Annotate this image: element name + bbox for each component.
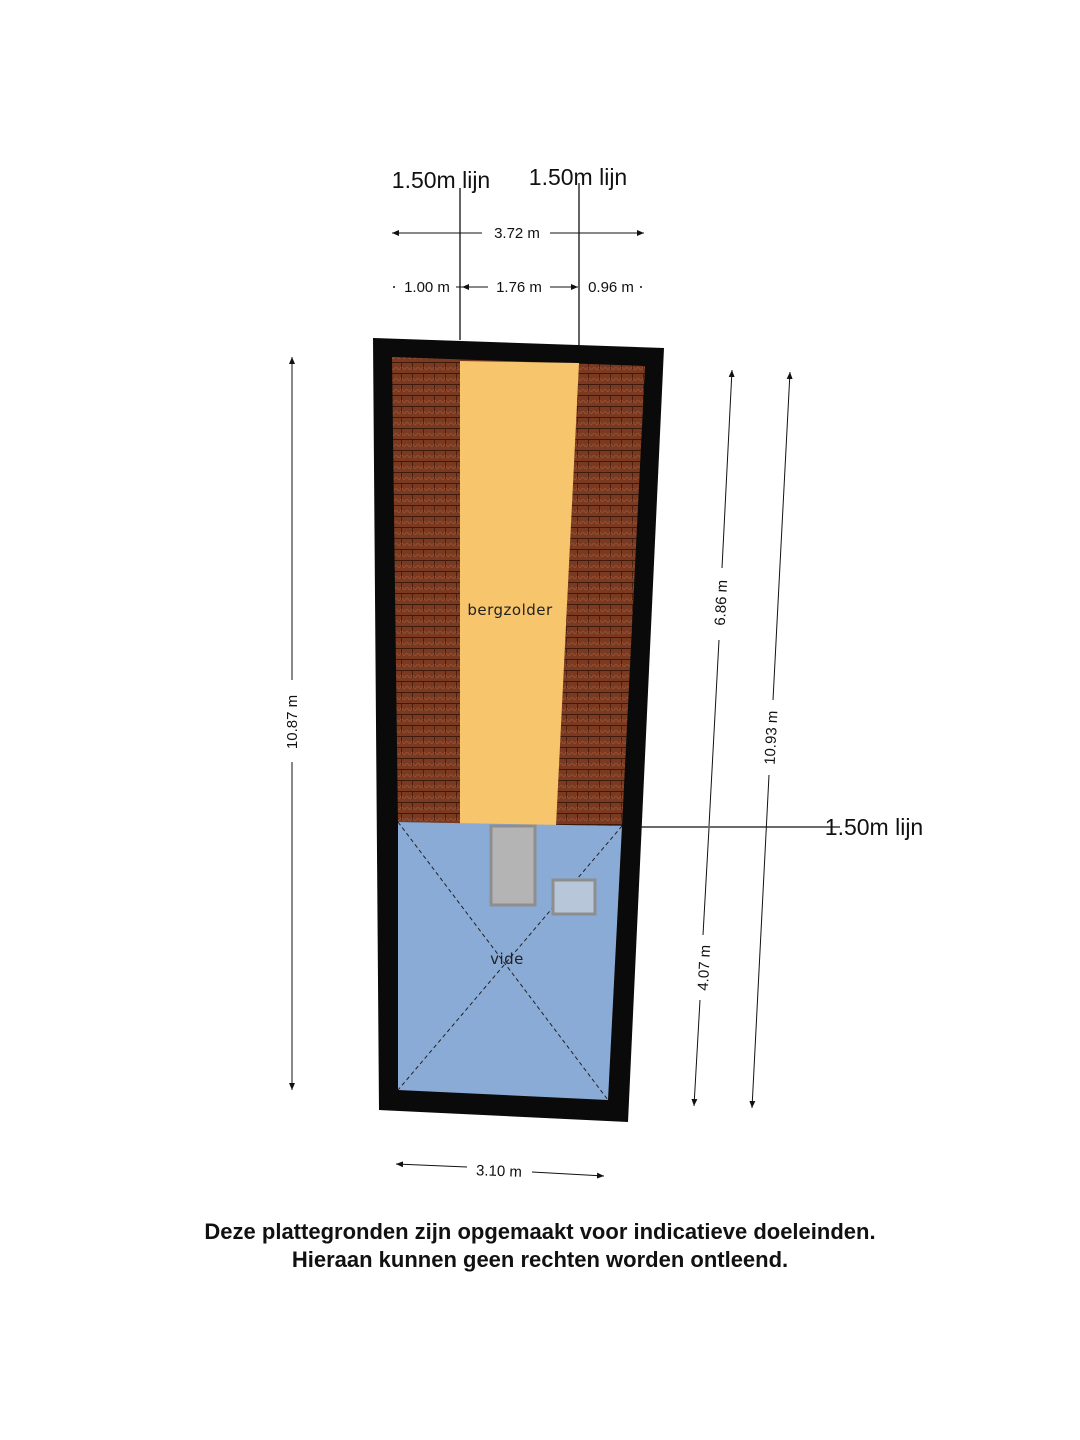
dimension-seg-right: 0.96 m — [588, 279, 634, 296]
dimension-seg-left: 1.00 m — [404, 279, 450, 296]
dimension-line — [703, 828, 709, 935]
dimension-total-width: 3.72 m — [494, 225, 540, 242]
dimension-right-total: 10.93 m — [761, 710, 782, 766]
dimension-line — [709, 640, 719, 826]
dimension-line — [722, 370, 732, 568]
dimension-right-lower: 4.07 m — [694, 944, 715, 992]
disclaimer-line-1: Deze plattegronden zijn opgemaakt voor indicatieve doeleinden. — [204, 1219, 876, 1244]
height-line-label-left: 1.50m lijn — [391, 167, 491, 193]
room-label-void: vide — [490, 950, 524, 968]
dimension-line — [396, 1164, 467, 1167]
disclaimer-line-2: Hieraan kunnen geen rechten worden ontleend. — [291, 1247, 789, 1272]
dimension-line — [752, 775, 769, 1108]
dimension-line — [694, 1000, 700, 1106]
skylight — [491, 826, 535, 905]
dimension-bottom-width: 3.10 m — [475, 1162, 523, 1181]
height-line-label-right: 1.50m lijn — [528, 164, 628, 190]
dimension-tick — [393, 286, 395, 288]
dimension-left-height: 10.87 m — [284, 694, 301, 750]
dimension-tick — [640, 286, 642, 288]
height-line-label-horizontal: 1.50m lijn — [824, 814, 924, 840]
room-label-storage: bergzolder — [467, 601, 553, 619]
dimension-line — [773, 372, 790, 700]
dimension-seg-middle: 1.76 m — [496, 279, 542, 296]
skylight — [553, 880, 595, 914]
dimension-line — [532, 1172, 604, 1176]
dimension-right-upper: 6.86 m — [711, 579, 732, 627]
